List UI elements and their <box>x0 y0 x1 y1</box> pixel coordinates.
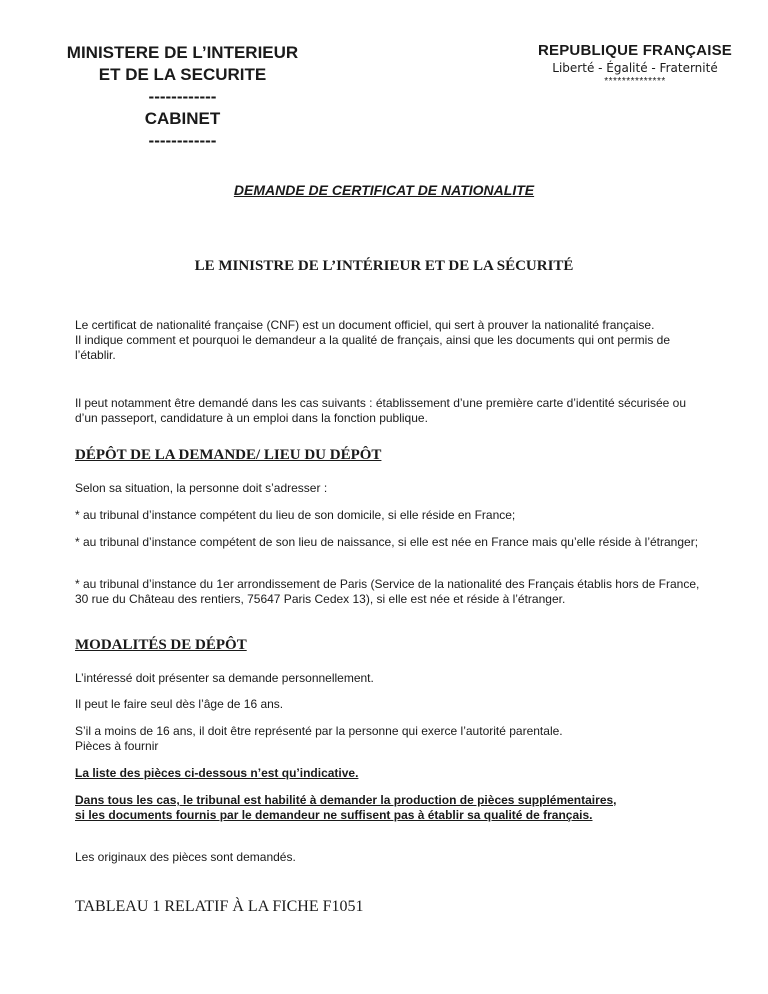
minister-heading: LE MINISTRE DE L’INTÉRIEUR ET DE LA SÉCURITÉ <box>194 258 574 274</box>
originals-paragraph: Les originaux des pièces sont demandés. <box>75 850 296 864</box>
republic-name: REPUBLIQUE FRANÇAISE <box>537 42 732 59</box>
indicative-note: La liste des pièces ci-dessous n’est qu’indicative. <box>75 766 359 780</box>
document-title: DEMANDE DE CERTIFICAT DE NATIONALITE <box>233 182 535 198</box>
section-heading-modalites: MODALITÉS DE DÉPÔT <box>75 637 247 653</box>
ministry-line-2: ET DE LA SECURITE <box>98 65 267 84</box>
section-heading-depot: DÉPÔT DE LA DEMANDE/ LIEU DU DÉPÔT <box>75 447 382 463</box>
ministry-line-1: MINISTERE DE L’INTERIEUR <box>66 43 299 62</box>
pieces-label: Pièces à fournir <box>75 739 159 753</box>
intro-line-2: Il indique comment et pourquoi le demandeur a la qualité de français, ainsi que les documents qui ont permis de l’établir. <box>75 333 671 362</box>
tribunal-note-line-1: Dans tous les cas, le tribunal est habilité à demander la production de pièces supplémentaires, <box>75 793 617 807</box>
intro-paragraph-1 <box>75 318 700 363</box>
section1-lead: Selon sa situation, la personne doit s’adresser : <box>75 481 328 495</box>
section2-paragraph-3 <box>75 724 700 754</box>
table-reference: TABLEAU 1 RELATIF À LA FICHE F1051 <box>75 898 364 915</box>
republic-stars: ************** <box>604 76 666 87</box>
list-item: * au tribunal d’instance du 1er arrondissement de Paris (Service de la nationalité des Français établis hors de France, 30 rue du Château des rentiers, 75647 Paris Cedex 13), si elle est née et réside à l’étranger. <box>75 577 700 606</box>
intro-paragraph-2: Il peut notamment être demandé dans les cas suivants : établissement d’une première carte d’identité sécurisée ou d’un passeport, candidature à un emploi dans la fonction publique. <box>75 396 687 425</box>
ministry-header <box>40 42 325 152</box>
ministry-separator-1: ------------ <box>148 87 217 106</box>
list-item: * au tribunal d’instance compétent du lieu de son domicile, si elle réside en France; <box>75 508 516 522</box>
republic-header <box>520 42 750 87</box>
section2-paragraph-2: Il peut le faire seul dès l’âge de 16 ans. <box>75 697 284 711</box>
tribunal-note <box>75 793 700 823</box>
republic-motto: Liberté - Égalité - Fraternité <box>552 61 718 75</box>
cabinet-label: CABINET <box>144 109 221 128</box>
ministry-separator-2: ------------ <box>148 131 217 150</box>
section2-paragraph-1: L’intéressé doit présenter sa demande personnellement. <box>75 671 374 685</box>
section2-p3-line-1: S’il a moins de 16 ans, il doit être représenté par la personne qui exerce l’autorité parentale. <box>75 724 563 738</box>
tribunal-note-line-2: si les documents fournis par le demandeur ne suffisent pas à établir sa qualité de français. <box>75 808 593 822</box>
list-item: * au tribunal d’instance compétent de son lieu de naissance, si elle est née en France mais qu’elle réside à l’étranger; <box>75 535 699 549</box>
intro-line-1: Le certificat de nationalité française (CNF) est un document officiel, qui sert à prouver la nationalité française. <box>75 318 655 332</box>
